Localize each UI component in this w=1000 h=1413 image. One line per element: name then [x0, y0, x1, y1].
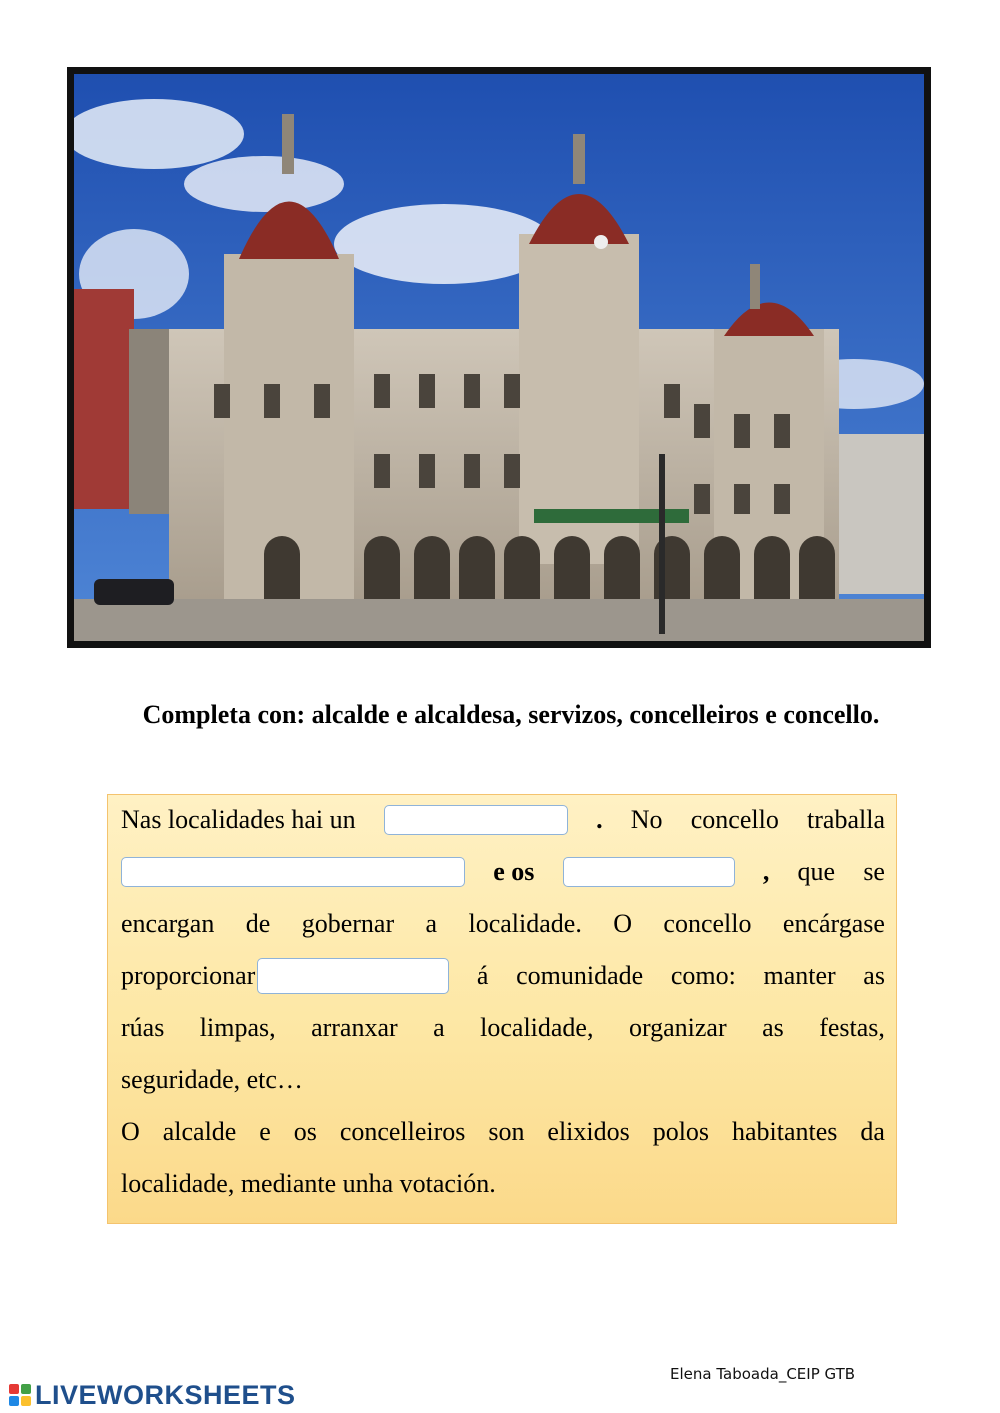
- text-fragment: que: [797, 857, 836, 886]
- text-fragment: ,: [762, 857, 770, 886]
- text-line-8: localidade, mediante unha votación.: [121, 1169, 496, 1198]
- blank-input-3[interactable]: [563, 857, 735, 887]
- photo: [67, 67, 931, 648]
- word: como:: [670, 961, 736, 990]
- blank-input-2[interactable]: [121, 857, 465, 887]
- word: organizar: [628, 1013, 727, 1042]
- word: limpas,: [199, 1013, 276, 1042]
- word: a: [433, 1013, 445, 1042]
- word: encárgase: [782, 909, 885, 938]
- text-line-1: [121, 803, 885, 837]
- text-fragment: e os: [493, 857, 535, 886]
- text-line-6: seguridade, etc…: [121, 1065, 303, 1094]
- word: comunidade: [516, 961, 644, 990]
- instruction-text: Completa con: alcalde e alcaldesa, servizos, concelleiros e concello.: [142, 700, 880, 729]
- text-line-4: [121, 959, 885, 993]
- blank-input-1[interactable]: [384, 805, 568, 835]
- text-line-7: [121, 1115, 885, 1149]
- word: á: [476, 961, 489, 990]
- word: alcalde: [162, 1117, 237, 1146]
- author-credit: Elena Taboada_CEIP GTB: [670, 1365, 856, 1383]
- word: proporcionar: [121, 961, 256, 990]
- text-fragment: concello: [690, 805, 779, 834]
- word: encargan: [121, 909, 215, 938]
- cloze-text-box: [107, 794, 897, 1224]
- word: polos: [652, 1117, 710, 1146]
- word: localidade.: [468, 909, 582, 938]
- brand-text: LIVEWORKSHEETS: [35, 1379, 296, 1410]
- instruction: [0, 700, 1000, 730]
- word: rúas: [121, 1013, 165, 1042]
- word: localidade,: [480, 1013, 594, 1042]
- word: manter: [763, 961, 836, 990]
- text-fragment: Nas localidades hai un: [121, 805, 356, 834]
- word: arranxar: [311, 1013, 398, 1042]
- word: concelleiros: [339, 1117, 466, 1146]
- word: as: [762, 1013, 784, 1042]
- text-line-2: [121, 855, 885, 889]
- text-fragment: .: [596, 805, 603, 834]
- word: son: [488, 1117, 525, 1146]
- liveworksheets-logo-icon: [8, 1383, 32, 1407]
- text-fragment: se: [863, 857, 885, 886]
- text-fragment: No: [630, 805, 663, 834]
- text-line-3: [121, 907, 885, 941]
- word: os: [293, 1117, 317, 1146]
- word: de: [245, 909, 271, 938]
- word: O: [613, 909, 633, 938]
- word: as: [863, 961, 885, 990]
- word: habitantes: [731, 1117, 838, 1146]
- word: e: [259, 1117, 271, 1146]
- text-line-5: [121, 1011, 885, 1045]
- word: a: [425, 909, 438, 938]
- word: O: [121, 1117, 140, 1146]
- word: festas,: [819, 1013, 885, 1042]
- word: gobernar: [301, 909, 395, 938]
- text-group: [121, 958, 449, 994]
- text-fragment: traballa: [807, 805, 885, 834]
- liveworksheets-brand[interactable]: [8, 1380, 296, 1410]
- word: concello: [663, 909, 752, 938]
- blank-input-4[interactable]: [257, 958, 449, 994]
- city-hall-image: [74, 74, 924, 641]
- word: da: [860, 1117, 885, 1146]
- word: elixidos: [547, 1117, 630, 1146]
